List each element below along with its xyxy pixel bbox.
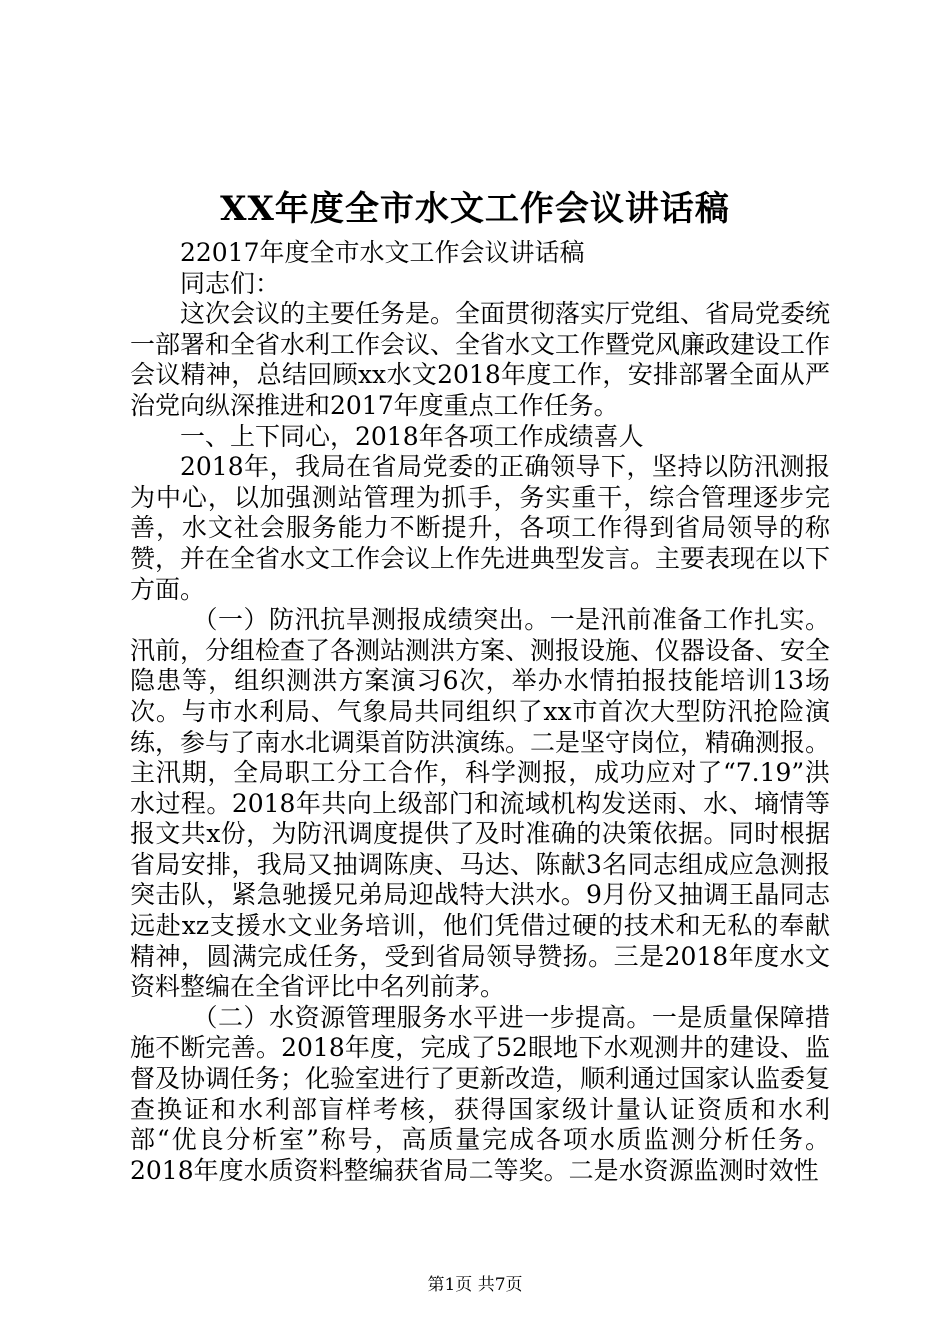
body-paragraph: （二）水资源管理服务水平进一步提高。一是质量保障措施不断完善。2018年度，完成了52眼地下水观测井的建设、监督及协调任务；化验室进行了更新改造，顺利通过国家认监委复查换证和水利部盲样考核，获得国家级计量认证资质和水利部“优良分析室”称号，高质量完成各项水质监测分析任务。2018年度水质资料整编获省局二等奖。二是水资源监测时效性	[130, 1002, 831, 1185]
body-paragraph: 这次会议的主要任务是。全面贯彻落实厅党组、省局党委统一部署和全省水利工作会议、全省水文工作暨党风廉政建设工作会议精神，总结回顾xx水文2018年度工作，安排部署全面从严治党向纵深推进和2017年度重点工作任务。	[130, 299, 831, 420]
subtitle-paragraph: 22017年度全市水文工作会议讲话稿	[180, 238, 585, 267]
salutation-paragraph: 同志们：	[180, 268, 281, 298]
body-paragraph: 2018年，我局在省局党委的正确领导下，坚持以防汛测报为中心，以加强测站管理为抓手，务实重干，综合管理逐步完善，水文社会服务能力不断提升，各项工作得到省局领导的称赞，并在全省水文工作会议上作先进典型发言。主要表现在以下方面。	[130, 452, 831, 604]
body-paragraph: （一）防汛抗旱测报成绩突出。一是汛前准备工作扎实。汛前，分组检查了各测站测洪方案、测报设施、仪器设备、安全隐患等，组织测洪方案演习6次，举办水情拍报技能培训13场次。与市水利局、气象局共同组织了xx市首次大型防汛抢险演练，参与了南水北调渠首防洪演练。二是坚守岗位，精确测报。主汛期，全局职工分工合作，科学测报，成功应对了“7.19”洪水过程。2018年共向上级部门和流域机构发送雨、水、墒情等报文共x份，为防汛调度提供了及时准确的决策依据。同时根据省局安排，我局又抽调陈庚、马达、陈献3名同志组成应急测报突击队，紧急驰援兄弟局迎战特大洪水。9月份又抽调王晶同志远赴xz支援水文业务培训，他们凭借过硬的技术和无私的奉献精神，圆满完成任务，受到省局领导赞扬。三是2018年度水文资料整编在全省评比中名列前茅。	[130, 605, 831, 1002]
document-body	[130, 238, 830, 1186]
section-heading: 一、上下同心，2018年各项工作成绩喜人	[180, 421, 644, 451]
page-footer: 第1页 共7页	[427, 1275, 523, 1295]
document-title: XX年度全市水文工作会议讲话稿	[220, 189, 730, 229]
